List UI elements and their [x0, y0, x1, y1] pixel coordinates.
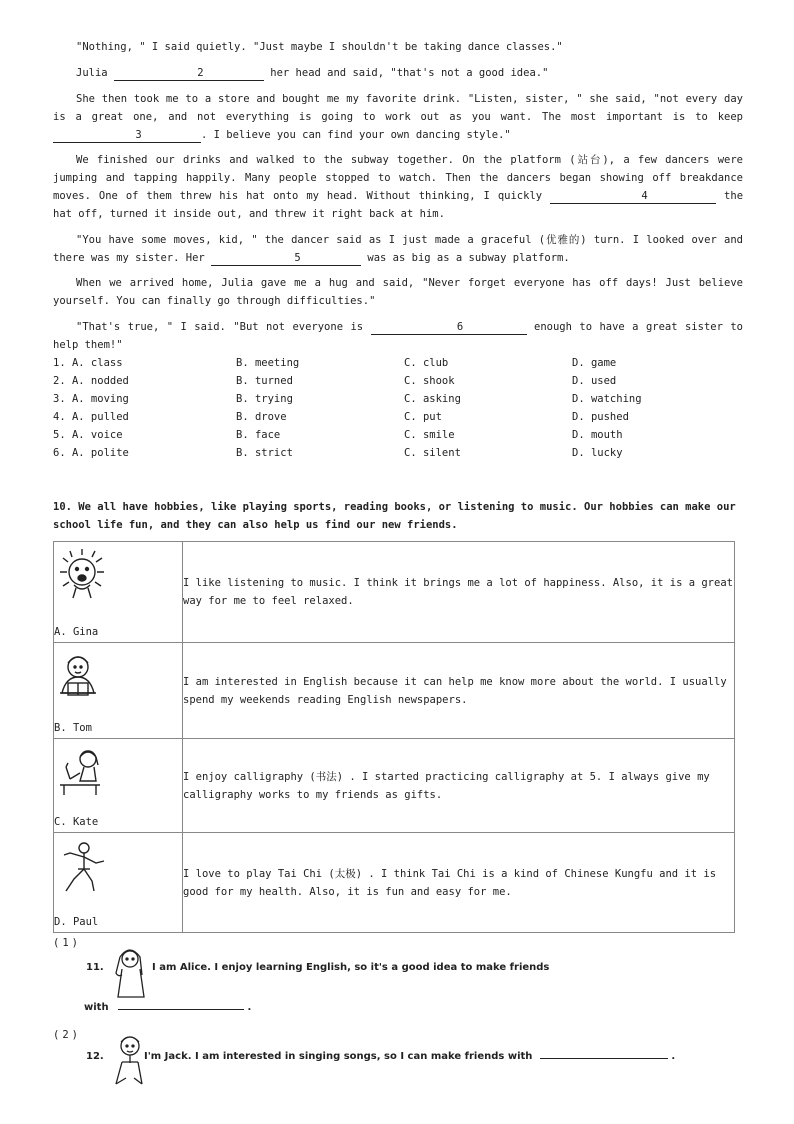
option-2a[interactable]: 2. A. nodded	[53, 375, 129, 387]
option-5b[interactable]: B. face	[236, 429, 281, 441]
table-row	[54, 739, 735, 833]
option-1b[interactable]: B. meeting	[236, 357, 300, 369]
tai-chi-man-icon	[56, 839, 112, 895]
blank-4[interactable]: 4	[550, 189, 716, 204]
question-11-continued	[84, 1002, 251, 1013]
answer-input-12[interactable]	[540, 1058, 668, 1059]
question-11-with: with	[84, 1002, 109, 1013]
hobby-text-gina: I like listening to music. I think it brings me a lot of happiness. Also, it is a great way for me to feel relaxed.	[183, 542, 735, 643]
option-row-3	[53, 390, 743, 408]
option-4a[interactable]: 4. A. pulled	[53, 411, 129, 423]
answer-input-11[interactable]	[118, 1009, 244, 1010]
option-5c[interactable]: C. smile	[404, 429, 455, 441]
option-2d[interactable]: D. used	[572, 375, 617, 387]
question-12-number: 12.	[86, 1051, 104, 1062]
blank-5[interactable]: 5	[211, 251, 361, 266]
option-6d[interactable]: D. lucky	[572, 447, 623, 459]
option-5d[interactable]: D. mouth	[572, 429, 623, 441]
story-paragraph-6: When we arrived home, Julia gave me a hug and said, "Never forget everyone has off days! Just believe yourself. You can finally go through difficulties."	[53, 277, 743, 307]
question-11-text: I am Alice. I enjoy learning English, so it's a good idea to make friends	[152, 962, 550, 973]
option-1c[interactable]: C. club	[404, 357, 449, 369]
person-label-gina: A. Gina	[54, 626, 99, 638]
option-3c[interactable]: C. asking	[404, 393, 461, 405]
option-6c[interactable]: C. silent	[404, 447, 461, 459]
option-2c[interactable]: C. shook	[404, 375, 455, 387]
p4-text-b: the hat off, turned it inside out, and threw it right back at him.	[53, 190, 744, 220]
story-paragraph-4	[53, 151, 743, 223]
question-10-intro: 10. We all have hobbies, like playing sports, reading books, or listening to music. Our hobbies can make our school life fun, and they can also help us find our new friends.	[53, 501, 736, 531]
option-6a[interactable]: 6. A. polite	[53, 447, 129, 459]
option-row-1	[53, 354, 743, 372]
reading-boy-icon	[56, 649, 112, 705]
option-3a[interactable]: 3. A. moving	[53, 393, 129, 405]
question-11	[86, 962, 550, 973]
option-1d[interactable]: D. game	[572, 357, 617, 369]
question-12-body	[144, 1051, 675, 1062]
p5-text-b: was as big as a subway platform.	[367, 252, 570, 264]
option-4c[interactable]: C. put	[404, 411, 442, 423]
question-12	[86, 1051, 676, 1062]
question-12-text: I'm Jack. I am interested in singing songs, so I can make friends with	[144, 1051, 533, 1062]
option-row-4	[53, 408, 743, 426]
calligraphy-girl-icon	[56, 745, 112, 801]
option-2b[interactable]: B. turned	[236, 375, 293, 387]
p2-text-a: Julia	[76, 67, 108, 79]
story-paragraph-3	[53, 90, 743, 144]
p4-text-a: We finished our drinks and walked to the subway together. On the platform (站台), a few dancers were jumping and tapping happily. Many people stopped to watch. Then the dancers began showing off breakdance moves. One of them threw his hat onto my head. Without thinking, I quickly	[53, 154, 743, 202]
person-cell-gina	[54, 542, 183, 643]
singing-person-icon	[56, 548, 112, 604]
sub-question-2-label: (2)	[53, 1029, 81, 1041]
option-1a[interactable]: 1. A. class	[53, 357, 123, 369]
story-paragraph-1: "Nothing, " I said quietly. "Just maybe I shouldn't be taking dance classes."	[76, 41, 563, 53]
person-cell-tom	[54, 643, 183, 739]
person-label-paul: D. Paul	[54, 916, 99, 928]
person-cell-kate	[54, 739, 183, 833]
hobbies-table	[53, 541, 735, 933]
question-11-number: 11.	[86, 962, 104, 973]
table-row	[54, 542, 735, 643]
option-row-5	[53, 426, 743, 444]
p3-text-a: She then took me to a store and bought me my favorite drink. "Listen, sister, " she said, "not every day is a great one, and not everything is going to work out as you want. The most important is to keep	[53, 93, 743, 123]
blank-6[interactable]: 6	[371, 320, 527, 335]
option-3b[interactable]: B. trying	[236, 393, 293, 405]
table-row	[54, 833, 735, 933]
person-cell-paul	[54, 833, 183, 933]
hobby-text-paul: I love to play Tai Chi (太极) . I think Tai Chi is a kind of Chinese Kungfu and it is good for my health. Also, it is fun and easy for me.	[183, 833, 735, 933]
story-paragraph-2	[53, 64, 743, 82]
blank-2[interactable]: 2	[114, 66, 264, 81]
p2-text-b: her head and said, "that's not a good idea."	[270, 67, 549, 79]
option-4d[interactable]: D. pushed	[572, 411, 629, 423]
table-row	[54, 643, 735, 739]
hobby-text-kate: I enjoy calligraphy (书法) . I started practicing calligraphy at 5. I always give my calligraphy works to my friends as gifts.	[183, 739, 735, 833]
option-6b[interactable]: B. strict	[236, 447, 293, 459]
person-label-kate: C. Kate	[54, 816, 99, 828]
hobby-text-tom: I am interested in English because it can help me know more about the world. I usually spend my weekends reading English newspapers.	[183, 643, 735, 739]
option-3d[interactable]: D. watching	[572, 393, 642, 405]
p5-text-a: "You have some moves, kid, " the dancer said as I just made a graceful (优雅的) turn. I looked over and there was my sister. Her	[53, 234, 743, 264]
option-4b[interactable]: B. drove	[236, 411, 287, 423]
option-row-6	[53, 444, 743, 462]
alice-girl-icon	[110, 945, 152, 1001]
story-paragraph-5	[53, 231, 743, 267]
question-11-period: .	[247, 1002, 252, 1013]
story-paragraph-7	[53, 318, 743, 354]
person-label-tom: B. Tom	[54, 722, 92, 734]
p7-text-b: enough to have a great sister to help them!"	[53, 321, 743, 351]
p3-text-b: . I believe you can find your own dancing style."	[201, 129, 511, 141]
question-12-period: .	[671, 1051, 676, 1062]
sub-question-1-label: (1)	[53, 937, 81, 949]
option-row-2	[53, 372, 743, 390]
p7-text-a: "That's true, " I said. "But not everyone is	[76, 321, 364, 333]
blank-3[interactable]: 3	[53, 128, 201, 143]
option-5a[interactable]: 5. A. voice	[53, 429, 123, 441]
